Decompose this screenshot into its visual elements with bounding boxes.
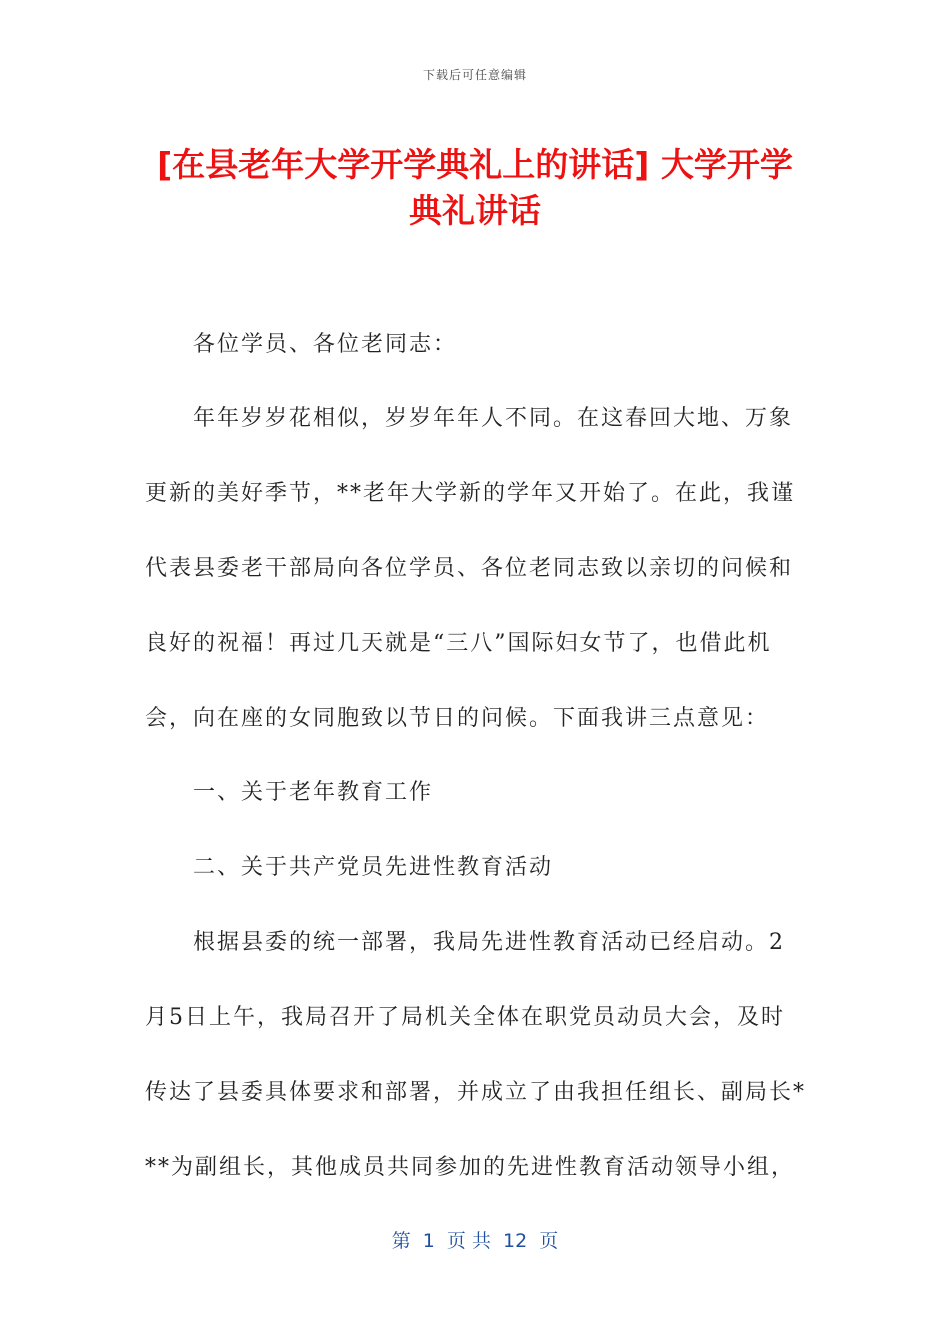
- body-line-1: 年年岁岁花相似，岁岁年年人不同。在这春回大地、万象: [193, 406, 794, 431]
- salutation-line: 各位学员、各位老同志：: [193, 332, 458, 357]
- body-line-5: 会，向在座的女同胞致以节日的问候。下面我讲三点意见：: [145, 706, 770, 731]
- body-line-6: 根据县委的统一部署，我局先进性教育活动已经启动。2: [193, 930, 785, 955]
- body-line-2: 更新的美好季节，**老年大学新的学年又开始了。在此，我谨: [145, 481, 796, 506]
- page-footer: 第 1 页 共 12 页: [391, 1230, 559, 1252]
- section-heading-2: 二、关于共产党员先进性教育活动: [193, 855, 554, 880]
- title-line-1: [在县老年大学开学典礼上的讲话] 大学开学: [157, 145, 793, 184]
- body-line-7: 月5日上午，我局召开了局机关全体在职党员动员大会，及时: [145, 1005, 785, 1030]
- title-line-2: 典礼讲话: [409, 191, 541, 230]
- header-note: 下载后可任意编辑: [422, 68, 527, 82]
- section-heading-1: 一、关于老年教育工作: [193, 780, 434, 805]
- body-line-4: 良好的祝福！再过几天就是“三八”国际妇女节了，也借此机: [145, 631, 772, 656]
- body-line-3: 代表县委老干部局向各位学员、各位老同志致以亲切的问候和: [145, 556, 794, 581]
- body-line-8: 传达了县委具体要求和部署，并成立了由我担任组长、副局长*: [145, 1080, 807, 1105]
- document-title: [140, 142, 810, 234]
- body-line-9: **为副组长，其他成员共同参加的先进性教育活动领导小组，: [145, 1155, 796, 1180]
